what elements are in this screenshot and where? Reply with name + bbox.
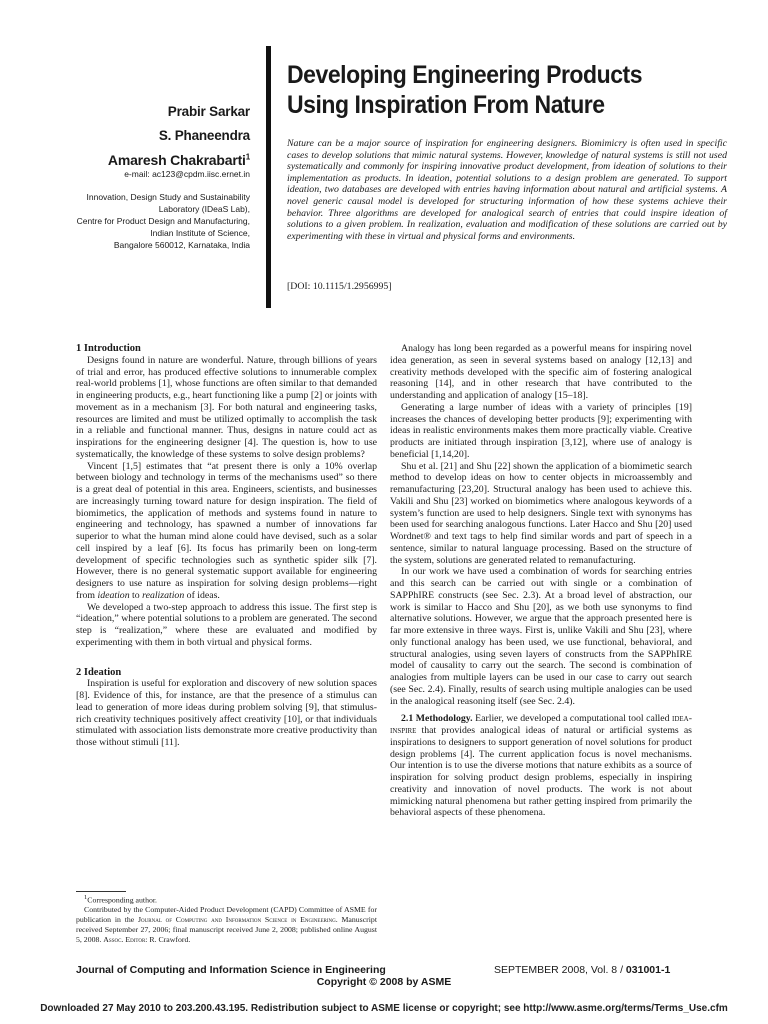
paper-title: Developing Engineering Products Using Inspiration From Nature	[287, 61, 643, 119]
right-column	[390, 343, 692, 819]
paragraph: Analogy has long been regarded as a powerful means for inspiring novel idea generation, as seen in several systems based on analogy [12,13] and creativity methods developed with the specific aim of fostering analogical reasoning [14], and in other research that have contributed to the understanding and application of analogy [15–18].	[390, 343, 692, 401]
affiliation-line: Centre for Product Design and Manufacturing,	[76, 216, 250, 226]
author-name: S. Phaneendra	[158, 128, 250, 143]
paragraph: Shu et al. [21] and Shu [22] shown the application of a biomimetic search method to develop ideas on how to center objects in microassembly and remanufacturing [23,20]. Structural analogy has been used to achieve this. Vakili and Shu [23] worked on biomimetics where analogous keywords of a system’s function are used to help designers. Single text with synonyms has been used for searching analogous functions. Later Hacco and Shu [20] used Wordnet® and text tags to help find similar words and part of speech in a sentence, similar to natural language processing. Based on the structure of the system, solutions are generated related to remanufacturing.	[390, 460, 692, 566]
section-heading: 2 Ideation	[76, 666, 122, 678]
footnote-rule	[76, 891, 126, 892]
author-email: e-mail: ac123@cpdm.iisc.ernet.in	[124, 169, 250, 179]
affiliation-line: Innovation, Design Study and Sustainability	[86, 192, 250, 202]
section-heading: 1 Introduction	[76, 343, 141, 354]
paragraph: We developed a two-step approach to address this issue. The first step is “ideation,” where potential solutions to a problem are generated. The second step is “realization,” where these are evaluated and modified by experimenting with them in both virtual and physical forms.	[76, 601, 377, 648]
affiliation-line: Bangalore 560012, Karnataka, India	[113, 240, 250, 250]
paragraph: Designs found in nature are wonderful. Nature, through billions of years of trial and error, has produced effective solutions to innumerable complex real-world problems [1], whose functions are often similar to that demanded in engineering products, e.g., heart functioning like a pump [2] or joints with movement as in a mechanism [3]. For both natural and engineering tasks, resources are limited and must be utilized optimally to accomplish the task in a reliable and functional manner. Thus, designs in nature could act as inspirations for the engineering designer [4]. The question is, how to use systematically, the knowledge of these systems to solve design problems?	[76, 354, 377, 460]
footer-copyright: Copyright © 2008 by ASME	[316, 976, 452, 988]
download-notice: Downloaded 27 May 2010 to 203.200.43.195. Redistribution subject to ASME license or copyright; see http://www.asme.org/terms/Terms_Use.cfm	[40, 1003, 728, 1014]
abstract: Nature can be a major source of inspiration for engineering designers. Biomimicry is often used in specific cases to develop solutions that mimic natural systems. However, knowledge of natural systems is still not used systematically and commonly for inspiring innovative product development, from ideation of solutions to their implementation as products. In ideation, potential solutions to a design problem are generated. To support ideation, two databases are developed with entries having information about natural and artificial systems. A novel generic causal model is developed for structuring information of how these systems achieve their behavior. Three algorithms are developed for analogical search of entries that could inspire ideation of solutions to a given problem. In realization, evaluation and modification of these solutions are carried out by experimenting with these in virtual and physical forms and environments.	[287, 138, 727, 242]
paragraph: Generating a large number of ideas with a variety of principles [19] increases the chances of developing better products [9]; experimenting with ideas in realistic environments makes them more practically viable. Creative products are initiated through inspiration [3,12], where use of analogy is beneficial [1,14,20].	[390, 401, 692, 460]
left-column	[76, 343, 377, 749]
author-name: Prabir Sarkar	[167, 104, 250, 119]
paragraph: Inspiration is useful for exploration and discovery of new solution spaces [8]. Evidence of this, for instance, are that the presence of a stimulus can lead to generation of more ideas during problem solving [9], that stimulus-rich creativity techniques positively affect creativity [10], or that individuals stimulated with association lists demonstrate more creative productivity than those without stimuli [11].	[76, 678, 377, 748]
paragraph: Vincent [1,5] estimates that “at present there is only a 10% overlap between biology and technology in terms of the mechanisms used” so there is a great deal of potential in this area. Engineers, scientists, and businesses are increasingly turning toward nature for design inspiration. The field of biomimetics, the application of methods and systems found in nature to engineering and technology, has spawned a number of innovations far superior to what the human mind alone could have devised, such as a solar cell inspired by a leaf [6]. Its focus has primarily been on long-term development of specific technologies such as synthetic spider silk [7]. However, there is no general systematic support available for engineering designers to use nature as inspiration for solving design problems—right from ideation to realization of ideas.	[76, 460, 377, 601]
author-name: Amaresh Chakrabarti$^1$	[107, 152, 250, 168]
paragraph: 2.1 Methodology. Earlier, we developed a computational tool called idea-inspire that provides analogical ideas of natural or artificial systems as inspirations to designers to support generation of novel solutions for product design problems [4]. The current application focus is novel mechanisms. Our intention is to use the diverse motions that nature exhibits as a source of inspiration for solving product design problems, especially in inspiring creativity and innovation of novel products. The work is not about mimicking natural phenomena but rather getting inspired from primarily the behavioral aspects of these phenomena.	[390, 713, 692, 819]
affiliation-line: Laboratory (IDeaS Lab),	[158, 204, 250, 214]
paragraph: In our work we have used a combination of words for searching entries and this search can be carried out with single or a combination of SAPPhIRE constructs (see Sec. 2.3). At a broad level of abstraction, our work is similar to Hacco and Shu [20], as we both use synonyms to find alternative solutions. However, we argue that the approach presented here is far more extensive in three ways. First is, unlike Vakili and Shu [23], where only functional analogy has been used, we use functional, behavioral, and structural analogies, using seven layers of constructs from the SAPPhIRE model of causality to carry out the search. The second is combination of analogies from multiple layers can be used in our case to carry out search (see Sec. 2.4). Finally, results of search using multiple analogies can be used in the analogical reasoning itself (see Sec. 2.4).	[390, 566, 692, 707]
footnotes	[76, 893, 377, 945]
tool-name: idea-inspire	[390, 713, 692, 736]
footer-journal: Journal of Computing and Information Science in Engineering	[76, 964, 386, 976]
footer-date-volume: SEPTEMBER 2008, Vol. 8 / 031001-1	[494, 964, 671, 976]
footnote: Contributed by the Computer-Aided Product Development (CAPD) Committee of ASME for publication in the Journal of Computing and Information Science in Engineering. Manuscript received September 27, 2006; final manuscript received June 2, 2008; published online August 5, 2008. Assoc. Editor: R. Crawford.	[76, 905, 377, 944]
author-block	[60, 104, 250, 251]
title-divider-bar	[266, 46, 271, 308]
footnote: $^1$Corresponding author.	[84, 894, 157, 905]
doi: [DOI: 10.1115/1.2956995]	[287, 281, 392, 292]
affiliation-line: Indian Institute of Science,	[150, 228, 250, 238]
subsection-heading: 2.1 Methodology.	[401, 713, 473, 725]
